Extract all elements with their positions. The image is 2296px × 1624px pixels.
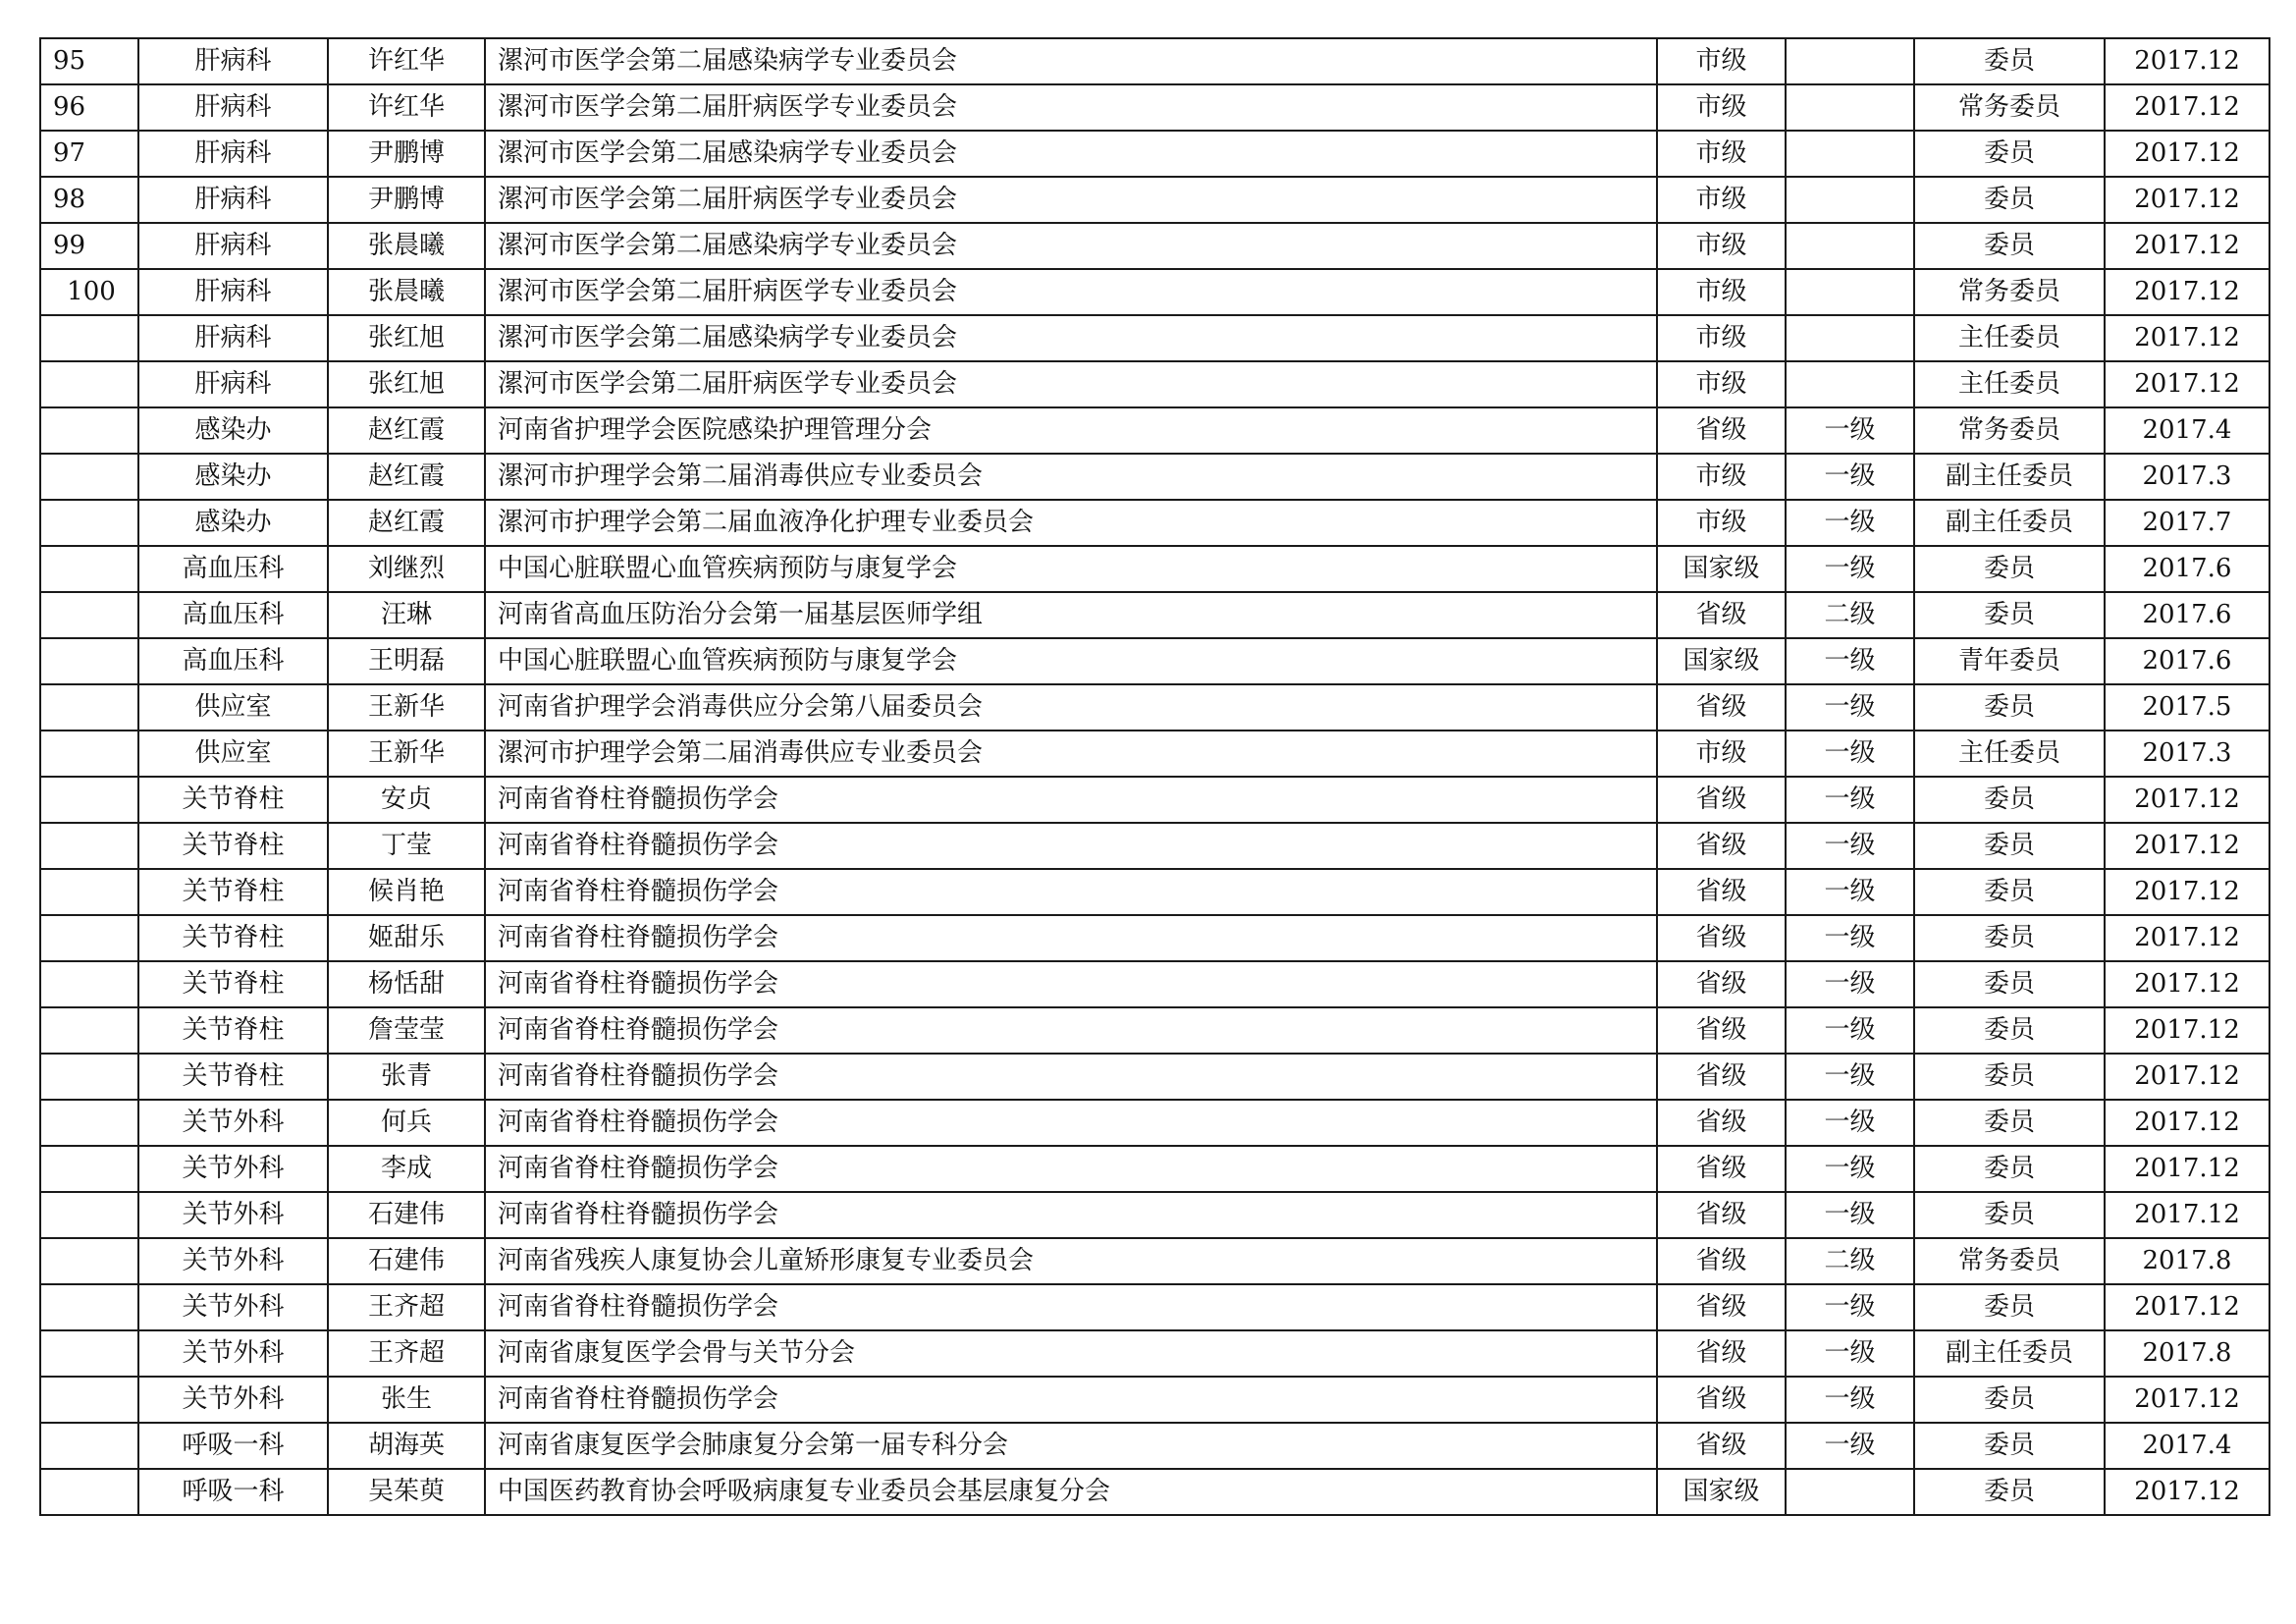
table-row: [40, 407, 2269, 454]
table-row: [40, 1007, 2269, 1054]
organization-cell: 漯河市医学会第二届肝病医学专业委员会: [485, 177, 1657, 223]
level-cell: 市级: [1657, 84, 1786, 131]
row-number-cell: [40, 592, 138, 638]
rank-cell: 一级: [1786, 961, 1914, 1007]
committee-membership-table: [39, 37, 2270, 1516]
row-number-cell: [40, 1192, 138, 1238]
date-cell: 2017.12: [2105, 961, 2269, 1007]
level-cell: 市级: [1657, 38, 1786, 84]
organization-cell: 河南省脊柱脊髓损伤学会: [485, 1192, 1657, 1238]
department-cell: 关节外科: [138, 1377, 328, 1423]
member-name-cell: 丁莹: [328, 823, 485, 869]
department-cell: 肝病科: [138, 315, 328, 361]
role-cell: 委员: [1914, 223, 2105, 269]
organization-cell: 漯河市护理学会第二届消毒供应专业委员会: [485, 454, 1657, 500]
role-cell: 主任委员: [1914, 361, 2105, 407]
member-name-cell: 张晨曦: [328, 223, 485, 269]
rank-cell: [1786, 361, 1914, 407]
date-cell: 2017.12: [2105, 223, 2269, 269]
role-cell: 常务委员: [1914, 269, 2105, 315]
department-cell: 关节外科: [138, 1146, 328, 1192]
member-name-cell: 王新华: [328, 731, 485, 777]
level-cell: 省级: [1657, 407, 1786, 454]
department-cell: 肝病科: [138, 177, 328, 223]
member-name-cell: 张晨曦: [328, 269, 485, 315]
rank-cell: [1786, 84, 1914, 131]
role-cell: 常务委员: [1914, 407, 2105, 454]
rank-cell: 一级: [1786, 1146, 1914, 1192]
rank-cell: 一级: [1786, 407, 1914, 454]
member-name-cell: 胡海英: [328, 1423, 485, 1469]
member-name-cell: 许红华: [328, 84, 485, 131]
department-cell: 肝病科: [138, 38, 328, 84]
date-cell: 2017.12: [2105, 177, 2269, 223]
date-cell: 2017.12: [2105, 1100, 2269, 1146]
department-cell: 高血压科: [138, 546, 328, 592]
organization-cell: 河南省护理学会消毒供应分会第八届委员会: [485, 684, 1657, 731]
level-cell: 省级: [1657, 592, 1786, 638]
rank-cell: [1786, 315, 1914, 361]
rank-cell: 一级: [1786, 1330, 1914, 1377]
table-row: [40, 731, 2269, 777]
role-cell: 委员: [1914, 1469, 2105, 1515]
rank-cell: 二级: [1786, 1238, 1914, 1284]
date-cell: 2017.4: [2105, 407, 2269, 454]
date-cell: 2017.5: [2105, 684, 2269, 731]
role-cell: 委员: [1914, 38, 2105, 84]
table-row: [40, 38, 2269, 84]
row-number-cell: [40, 1007, 138, 1054]
organization-cell: 漯河市医学会第二届感染病学专业委员会: [485, 38, 1657, 84]
level-cell: 省级: [1657, 1423, 1786, 1469]
role-cell: 主任委员: [1914, 315, 2105, 361]
department-cell: 感染办: [138, 500, 328, 546]
department-cell: 供应室: [138, 684, 328, 731]
role-cell: 委员: [1914, 1377, 2105, 1423]
date-cell: 2017.12: [2105, 1469, 2269, 1515]
role-cell: 委员: [1914, 823, 2105, 869]
organization-cell: 漯河市医学会第二届感染病学专业委员会: [485, 315, 1657, 361]
rank-cell: 一级: [1786, 1377, 1914, 1423]
rank-cell: 一级: [1786, 777, 1914, 823]
rank-cell: 二级: [1786, 592, 1914, 638]
level-cell: 国家级: [1657, 1469, 1786, 1515]
level-cell: 省级: [1657, 823, 1786, 869]
table-row: [40, 1192, 2269, 1238]
member-name-cell: 许红华: [328, 38, 485, 84]
organization-cell: 河南省脊柱脊髓损伤学会: [485, 915, 1657, 961]
table-row: [40, 684, 2269, 731]
date-cell: 2017.3: [2105, 454, 2269, 500]
row-number-cell: 99: [40, 223, 138, 269]
role-cell: 主任委员: [1914, 731, 2105, 777]
row-number-cell: [40, 407, 138, 454]
organization-cell: 漯河市医学会第二届肝病医学专业委员会: [485, 84, 1657, 131]
table-row: [40, 1284, 2269, 1330]
level-cell: 省级: [1657, 777, 1786, 823]
table-row: [40, 1238, 2269, 1284]
table-body: [40, 38, 2269, 1515]
role-cell: 委员: [1914, 546, 2105, 592]
rank-cell: 一级: [1786, 454, 1914, 500]
organization-cell: 河南省脊柱脊髓损伤学会: [485, 777, 1657, 823]
date-cell: 2017.12: [2105, 131, 2269, 177]
row-number-cell: [40, 546, 138, 592]
role-cell: 委员: [1914, 1284, 2105, 1330]
organization-cell: 河南省脊柱脊髓损伤学会: [485, 961, 1657, 1007]
table-row: [40, 823, 2269, 869]
date-cell: 2017.12: [2105, 1377, 2269, 1423]
row-number-cell: [40, 869, 138, 915]
row-number-cell: 95: [40, 38, 138, 84]
table-row: [40, 315, 2269, 361]
table-row: [40, 84, 2269, 131]
department-cell: 关节脊柱: [138, 869, 328, 915]
row-number-cell: [40, 1054, 138, 1100]
member-name-cell: 尹鹏博: [328, 131, 485, 177]
level-cell: 省级: [1657, 1377, 1786, 1423]
level-cell: 省级: [1657, 1192, 1786, 1238]
row-number-cell: [40, 777, 138, 823]
table-row: [40, 869, 2269, 915]
rank-cell: 一级: [1786, 546, 1914, 592]
member-name-cell: 赵红霞: [328, 500, 485, 546]
department-cell: 关节外科: [138, 1284, 328, 1330]
date-cell: 2017.12: [2105, 869, 2269, 915]
member-name-cell: 李成: [328, 1146, 485, 1192]
rank-cell: 一级: [1786, 1284, 1914, 1330]
level-cell: 市级: [1657, 177, 1786, 223]
rank-cell: 一级: [1786, 638, 1914, 684]
table-row: [40, 454, 2269, 500]
table-row: [40, 177, 2269, 223]
level-cell: 市级: [1657, 223, 1786, 269]
member-name-cell: 刘继烈: [328, 546, 485, 592]
rank-cell: [1786, 131, 1914, 177]
level-cell: 市级: [1657, 500, 1786, 546]
table-row: [40, 131, 2269, 177]
member-name-cell: 姬甜乐: [328, 915, 485, 961]
table-row: [40, 638, 2269, 684]
department-cell: 关节外科: [138, 1238, 328, 1284]
role-cell: 常务委员: [1914, 84, 2105, 131]
department-cell: 关节脊柱: [138, 915, 328, 961]
department-cell: 关节脊柱: [138, 961, 328, 1007]
table-row: [40, 269, 2269, 315]
department-cell: 关节脊柱: [138, 1007, 328, 1054]
member-name-cell: 石建伟: [328, 1238, 485, 1284]
department-cell: 关节脊柱: [138, 777, 328, 823]
rank-cell: 一级: [1786, 823, 1914, 869]
organization-cell: 漯河市医学会第二届感染病学专业委员会: [485, 131, 1657, 177]
organization-cell: 漯河市护理学会第二届消毒供应专业委员会: [485, 731, 1657, 777]
rank-cell: 一级: [1786, 1192, 1914, 1238]
row-number-cell: [40, 1330, 138, 1377]
organization-cell: 漯河市医学会第二届肝病医学专业委员会: [485, 361, 1657, 407]
date-cell: 2017.12: [2105, 1284, 2269, 1330]
role-cell: 青年委员: [1914, 638, 2105, 684]
role-cell: 委员: [1914, 1054, 2105, 1100]
member-name-cell: 王齐超: [328, 1330, 485, 1377]
member-name-cell: 王齐超: [328, 1284, 485, 1330]
member-name-cell: 王新华: [328, 684, 485, 731]
date-cell: 2017.12: [2105, 315, 2269, 361]
organization-cell: 河南省护理学会医院感染护理管理分会: [485, 407, 1657, 454]
level-cell: 省级: [1657, 961, 1786, 1007]
department-cell: 供应室: [138, 731, 328, 777]
role-cell: 委员: [1914, 1192, 2105, 1238]
rank-cell: 一级: [1786, 500, 1914, 546]
role-cell: 委员: [1914, 869, 2105, 915]
organization-cell: 河南省脊柱脊髓损伤学会: [485, 1146, 1657, 1192]
rank-cell: 一级: [1786, 869, 1914, 915]
organization-cell: 河南省康复医学会骨与关节分会: [485, 1330, 1657, 1377]
level-cell: 国家级: [1657, 638, 1786, 684]
row-number-cell: 100: [40, 269, 138, 315]
organization-cell: 中国心脏联盟心血管疾病预防与康复学会: [485, 546, 1657, 592]
row-number-cell: [40, 1100, 138, 1146]
organization-cell: 河南省脊柱脊髓损伤学会: [485, 1377, 1657, 1423]
organization-cell: 河南省残疾人康复协会儿童矫形康复专业委员会: [485, 1238, 1657, 1284]
member-name-cell: 王明磊: [328, 638, 485, 684]
role-cell: 副主任委员: [1914, 1330, 2105, 1377]
level-cell: 省级: [1657, 1146, 1786, 1192]
row-number-cell: [40, 1146, 138, 1192]
row-number-cell: [40, 1469, 138, 1515]
row-number-cell: [40, 1377, 138, 1423]
table-row: [40, 1146, 2269, 1192]
table-row: [40, 1469, 2269, 1515]
level-cell: 省级: [1657, 1284, 1786, 1330]
member-name-cell: 何兵: [328, 1100, 485, 1146]
date-cell: 2017.7: [2105, 500, 2269, 546]
member-name-cell: 石建伟: [328, 1192, 485, 1238]
role-cell: 副主任委员: [1914, 500, 2105, 546]
level-cell: 省级: [1657, 1100, 1786, 1146]
date-cell: 2017.12: [2105, 38, 2269, 84]
level-cell: 市级: [1657, 269, 1786, 315]
member-name-cell: 张红旭: [328, 361, 485, 407]
department-cell: 高血压科: [138, 592, 328, 638]
organization-cell: 河南省脊柱脊髓损伤学会: [485, 1007, 1657, 1054]
date-cell: 2017.12: [2105, 777, 2269, 823]
rank-cell: [1786, 38, 1914, 84]
table-row: [40, 1054, 2269, 1100]
department-cell: 关节外科: [138, 1330, 328, 1377]
organization-cell: 中国医药教育协会呼吸病康复专业委员会基层康复分会: [485, 1469, 1657, 1515]
department-cell: 关节外科: [138, 1100, 328, 1146]
rank-cell: [1786, 177, 1914, 223]
row-number-cell: [40, 823, 138, 869]
row-number-cell: [40, 454, 138, 500]
date-cell: 2017.12: [2105, 84, 2269, 131]
committee-roster-sheet: [39, 37, 2269, 1516]
table-row: [40, 223, 2269, 269]
organization-cell: 漯河市医学会第二届感染病学专业委员会: [485, 223, 1657, 269]
department-cell: 肝病科: [138, 84, 328, 131]
date-cell: 2017.12: [2105, 269, 2269, 315]
row-number-cell: [40, 500, 138, 546]
date-cell: 2017.8: [2105, 1330, 2269, 1377]
rank-cell: 一级: [1786, 731, 1914, 777]
member-name-cell: 赵红霞: [328, 407, 485, 454]
date-cell: 2017.8: [2105, 1238, 2269, 1284]
row-number-cell: [40, 1238, 138, 1284]
role-cell: 常务委员: [1914, 1238, 2105, 1284]
table-row: [40, 1423, 2269, 1469]
department-cell: 呼吸一科: [138, 1469, 328, 1515]
row-number-cell: 98: [40, 177, 138, 223]
date-cell: 2017.12: [2105, 1192, 2269, 1238]
row-number-cell: [40, 731, 138, 777]
member-name-cell: 汪琳: [328, 592, 485, 638]
role-cell: 委员: [1914, 915, 2105, 961]
table-row: [40, 546, 2269, 592]
rank-cell: [1786, 269, 1914, 315]
member-name-cell: 赵红霞: [328, 454, 485, 500]
member-name-cell: 尹鹏博: [328, 177, 485, 223]
row-number-cell: 97: [40, 131, 138, 177]
date-cell: 2017.4: [2105, 1423, 2269, 1469]
department-cell: 感染办: [138, 407, 328, 454]
member-name-cell: 安贞: [328, 777, 485, 823]
member-name-cell: 吴茱萸: [328, 1469, 485, 1515]
date-cell: 2017.12: [2105, 823, 2269, 869]
organization-cell: 中国心脏联盟心血管疾病预防与康复学会: [485, 638, 1657, 684]
level-cell: 市级: [1657, 315, 1786, 361]
table-row: [40, 915, 2269, 961]
role-cell: 副主任委员: [1914, 454, 2105, 500]
level-cell: 省级: [1657, 1238, 1786, 1284]
member-name-cell: 张青: [328, 1054, 485, 1100]
department-cell: 肝病科: [138, 131, 328, 177]
rank-cell: [1786, 1469, 1914, 1515]
date-cell: 2017.12: [2105, 361, 2269, 407]
row-number-cell: 96: [40, 84, 138, 131]
row-number-cell: [40, 684, 138, 731]
rank-cell: 一级: [1786, 684, 1914, 731]
member-name-cell: 候肖艳: [328, 869, 485, 915]
department-cell: 肝病科: [138, 223, 328, 269]
level-cell: 省级: [1657, 1007, 1786, 1054]
organization-cell: 漯河市护理学会第二届血液净化护理专业委员会: [485, 500, 1657, 546]
rank-cell: 一级: [1786, 1054, 1914, 1100]
role-cell: 委员: [1914, 1146, 2105, 1192]
date-cell: 2017.12: [2105, 1007, 2269, 1054]
table-row: [40, 777, 2269, 823]
date-cell: 2017.12: [2105, 1054, 2269, 1100]
rank-cell: 一级: [1786, 1007, 1914, 1054]
date-cell: 2017.6: [2105, 546, 2269, 592]
date-cell: 2017.3: [2105, 731, 2269, 777]
department-cell: 高血压科: [138, 638, 328, 684]
organization-cell: 漯河市医学会第二届肝病医学专业委员会: [485, 269, 1657, 315]
role-cell: 委员: [1914, 684, 2105, 731]
date-cell: 2017.6: [2105, 638, 2269, 684]
table-row: [40, 1330, 2269, 1377]
table-row: [40, 1100, 2269, 1146]
organization-cell: 河南省脊柱脊髓损伤学会: [485, 1284, 1657, 1330]
level-cell: 省级: [1657, 869, 1786, 915]
table-row: [40, 500, 2269, 546]
organization-cell: 河南省高血压防治分会第一届基层医师学组: [485, 592, 1657, 638]
date-cell: 2017.6: [2105, 592, 2269, 638]
role-cell: 委员: [1914, 592, 2105, 638]
row-number-cell: [40, 315, 138, 361]
level-cell: 市级: [1657, 361, 1786, 407]
rank-cell: [1786, 223, 1914, 269]
department-cell: 感染办: [138, 454, 328, 500]
member-name-cell: 张生: [328, 1377, 485, 1423]
organization-cell: 河南省脊柱脊髓损伤学会: [485, 1100, 1657, 1146]
role-cell: 委员: [1914, 131, 2105, 177]
organization-cell: 河南省脊柱脊髓损伤学会: [485, 869, 1657, 915]
department-cell: 关节脊柱: [138, 823, 328, 869]
level-cell: 市级: [1657, 131, 1786, 177]
table-row: [40, 592, 2269, 638]
organization-cell: 河南省脊柱脊髓损伤学会: [485, 823, 1657, 869]
date-cell: 2017.12: [2105, 915, 2269, 961]
level-cell: 国家级: [1657, 546, 1786, 592]
role-cell: 委员: [1914, 177, 2105, 223]
member-name-cell: 杨恬甜: [328, 961, 485, 1007]
organization-cell: 河南省康复医学会肺康复分会第一届专科分会: [485, 1423, 1657, 1469]
date-cell: 2017.12: [2105, 1146, 2269, 1192]
level-cell: 市级: [1657, 454, 1786, 500]
department-cell: 呼吸一科: [138, 1423, 328, 1469]
level-cell: 省级: [1657, 684, 1786, 731]
member-name-cell: 詹莹莹: [328, 1007, 485, 1054]
department-cell: 肝病科: [138, 361, 328, 407]
role-cell: 委员: [1914, 1100, 2105, 1146]
rank-cell: 一级: [1786, 1100, 1914, 1146]
table-row: [40, 1377, 2269, 1423]
level-cell: 省级: [1657, 1054, 1786, 1100]
department-cell: 关节脊柱: [138, 1054, 328, 1100]
row-number-cell: [40, 915, 138, 961]
rank-cell: 一级: [1786, 1423, 1914, 1469]
rank-cell: 一级: [1786, 915, 1914, 961]
table-row: [40, 961, 2269, 1007]
row-number-cell: [40, 638, 138, 684]
row-number-cell: [40, 361, 138, 407]
member-name-cell: 张红旭: [328, 315, 485, 361]
department-cell: 肝病科: [138, 269, 328, 315]
table-row: [40, 361, 2269, 407]
level-cell: 省级: [1657, 1330, 1786, 1377]
role-cell: 委员: [1914, 777, 2105, 823]
role-cell: 委员: [1914, 1423, 2105, 1469]
row-number-cell: [40, 1423, 138, 1469]
department-cell: 关节外科: [138, 1192, 328, 1238]
level-cell: 市级: [1657, 731, 1786, 777]
row-number-cell: [40, 1284, 138, 1330]
level-cell: 省级: [1657, 915, 1786, 961]
row-number-cell: [40, 961, 138, 1007]
role-cell: 委员: [1914, 961, 2105, 1007]
organization-cell: 河南省脊柱脊髓损伤学会: [485, 1054, 1657, 1100]
role-cell: 委员: [1914, 1007, 2105, 1054]
